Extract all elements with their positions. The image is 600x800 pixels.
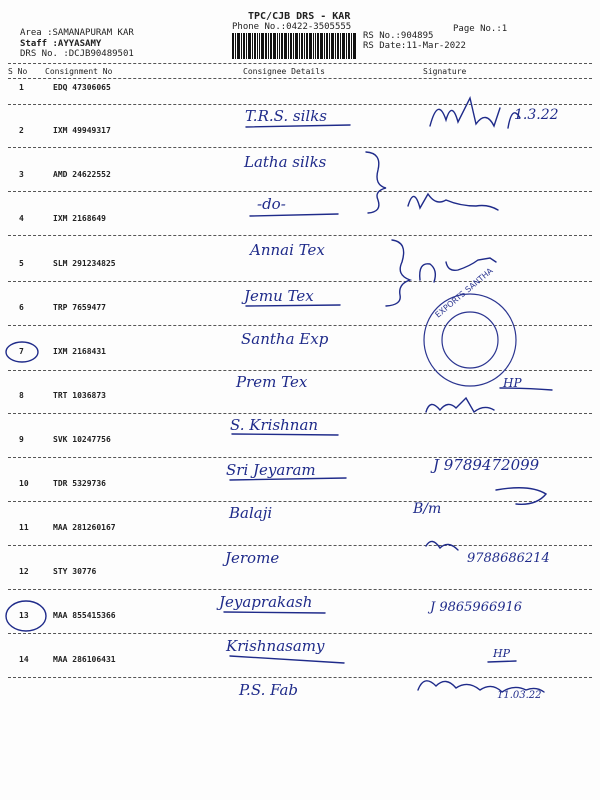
row-consignment: IXM 2168431 xyxy=(53,347,106,356)
row-divider xyxy=(8,191,592,192)
row-divider xyxy=(8,633,592,634)
row-divider xyxy=(8,413,592,414)
underline-stroke xyxy=(246,125,350,127)
row-consignment: TRP 7659477 xyxy=(53,303,106,312)
handwritten-consignee: Santha Exp xyxy=(241,330,329,348)
handwritten-consignee: S. Krishnan xyxy=(230,416,319,434)
row-divider xyxy=(8,325,592,326)
underline-stroke xyxy=(250,214,338,216)
row-consignment: SVK 10247756 xyxy=(53,435,111,444)
signature-phone: J 9789472099 xyxy=(433,456,540,474)
signature-scribble xyxy=(420,258,496,282)
row-consignment: IXM 2168649 xyxy=(53,214,106,223)
handwritten-consignee: P.S. Fab xyxy=(239,681,299,699)
handwritten-consignee: T.R.S. silks xyxy=(245,107,327,125)
underline-stroke xyxy=(232,434,338,435)
brace-mark xyxy=(386,240,410,306)
handwritten-consignee: -do- xyxy=(257,195,286,213)
row-divider xyxy=(8,147,592,148)
signature-scribble xyxy=(426,398,494,412)
column-signature: Signature xyxy=(423,67,467,76)
page-number: Page No.:1 xyxy=(453,24,508,34)
drs-title: TPC/CJB DRS - KAR xyxy=(248,11,351,22)
signature-initials: HP xyxy=(503,376,522,390)
handwritten-consignee: Sri Jeyaram xyxy=(226,461,316,479)
handwritten-consignee: Jemu Tex xyxy=(244,287,314,305)
underline-stroke xyxy=(230,656,344,663)
handwritten-consignee: Jeyaprakash xyxy=(219,593,313,611)
signature-initials: HP xyxy=(493,647,510,660)
row-sno: 9 xyxy=(19,435,24,444)
row-consignment: MAA 855415366 xyxy=(53,611,116,620)
row-consignment: EDQ 47306065 xyxy=(53,83,111,92)
signature-scribble xyxy=(408,194,498,210)
header-top-rule xyxy=(8,63,592,64)
handwritten-consignee: Jerome xyxy=(225,549,280,567)
row-divider xyxy=(8,501,592,502)
handwritten-consignee: Balaji xyxy=(229,504,273,522)
brace-mark xyxy=(366,152,386,213)
handwritten-consignee: Prem Tex xyxy=(236,373,308,391)
handwritten-consignee: Latha silks xyxy=(244,153,327,171)
row-sno: 10 xyxy=(19,479,29,488)
signature-phone: J 9865966916 xyxy=(430,600,523,615)
column-consignment: Consignment No xyxy=(45,67,113,76)
row-divider xyxy=(8,677,592,678)
underline-stroke xyxy=(224,612,325,613)
header-bottom-rule xyxy=(8,78,592,79)
row-divider xyxy=(8,545,592,546)
handwritten-consignee: Annai Tex xyxy=(250,241,325,259)
area-field: Area :SAMANAPURAM KAR xyxy=(20,28,134,38)
row-sno: 5 xyxy=(19,259,24,268)
row-divider xyxy=(8,281,592,282)
row-consignment: MAA 286106431 xyxy=(53,655,116,664)
barcode-image xyxy=(232,33,357,59)
drs-number: DRS No. :DCJB90489501 xyxy=(20,49,134,59)
signature-phone: 9788686214 xyxy=(467,551,550,566)
row-sno: 12 xyxy=(19,567,29,576)
row-sno: 3 xyxy=(19,170,24,179)
column-sno: S No xyxy=(8,67,28,76)
phone-number: Phone No.:0422-3505555 xyxy=(232,22,352,32)
row-consignment: STY 30776 xyxy=(53,567,97,576)
staff-field: Staff :AYYASAMY xyxy=(20,39,102,49)
row-divider xyxy=(8,589,592,590)
row-sno: 2 xyxy=(19,126,24,135)
row-sno: 4 xyxy=(19,214,24,223)
signature-scribble xyxy=(430,98,500,126)
handwritten-consignee: Krishnasamy xyxy=(226,637,325,655)
column-consignee: Consignee Details xyxy=(243,67,325,76)
row-sno: 1 xyxy=(19,83,24,92)
rs-number: RS No.:904895 xyxy=(363,31,434,41)
row-divider xyxy=(8,235,592,236)
row-consignment: SLM 291234825 xyxy=(53,259,116,268)
row-divider xyxy=(8,104,592,105)
row-sno: 11 xyxy=(19,523,29,532)
row-consignment: IXM 49949317 xyxy=(53,126,111,135)
row-consignment: MAA 281260167 xyxy=(53,523,116,532)
row-divider xyxy=(8,370,592,371)
row-consignment: AMD 24622552 xyxy=(53,170,111,179)
row-consignment: TRT 1036873 xyxy=(53,391,106,400)
row-sno: 13 xyxy=(19,611,29,620)
signature-date: 1.3.22 xyxy=(514,107,559,123)
underline-stroke xyxy=(246,305,340,306)
row-consignment: TDR 5329736 xyxy=(53,479,106,488)
signature-scribble xyxy=(488,661,516,662)
row-sno: 7 xyxy=(19,347,24,356)
row-sno: 6 xyxy=(19,303,24,312)
row-sno: 14 xyxy=(19,655,29,664)
stamp-text: EXPORTS SANTHA xyxy=(433,266,495,320)
rs-date: RS Date:11-Mar-2022 xyxy=(363,41,466,51)
row-sno: 8 xyxy=(19,391,24,400)
signature-initials: B/m xyxy=(413,501,442,517)
signature-date: 11.03.22 xyxy=(497,690,542,701)
